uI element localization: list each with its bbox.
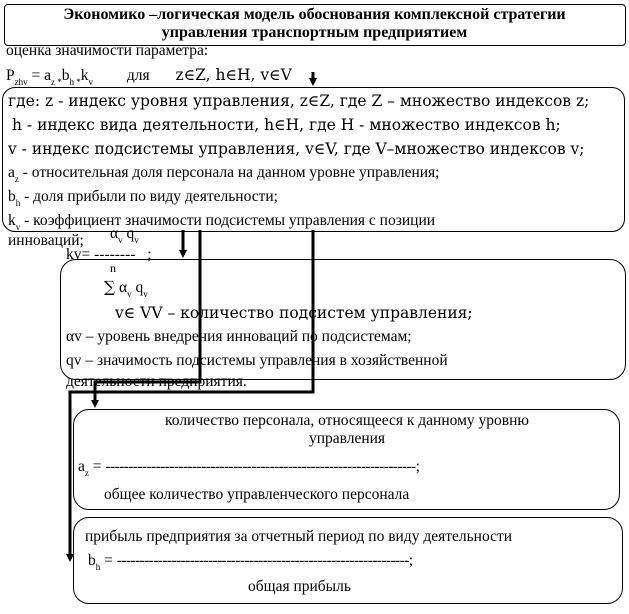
formula-for: для [126, 67, 150, 84]
k-den-q: q [135, 279, 144, 296]
az-numerator [73, 412, 621, 448]
az-semicolon: ; [415, 458, 420, 475]
k-fraction-line [66, 246, 152, 264]
k-sum-top: n [110, 261, 116, 275]
definition-k [8, 212, 589, 232]
intro-heading: оценка значимости параметра: [6, 42, 209, 59]
bh-sym-sub: h [95, 562, 101, 572]
k-den-q-sub: v [143, 289, 148, 299]
formula-condition: z∈Z, h∈H, v∈V [175, 66, 292, 84]
formula-a: a [44, 67, 52, 84]
formula-b-sub: h * [69, 77, 81, 87]
k-numerator [110, 225, 139, 244]
definition-b [8, 188, 589, 212]
formula-k: k [80, 67, 89, 84]
formula-a-sub: z * [51, 77, 62, 87]
definition-k-cont: инноваций; [8, 232, 84, 249]
definition-b-sub: h [15, 198, 21, 208]
formula-p: P [6, 67, 15, 84]
bh-eq: = [104, 552, 113, 569]
definition-v: v - индекс подсистемы управления, v∈V, где V–множество индексов v; [8, 140, 585, 158]
bh-numerator: прибыль предприятия за отчетный период по виду деятельности [85, 528, 513, 545]
title-line-1: Экономико –логическая модель обоснования комплексной стратегии [63, 6, 566, 23]
definition-b-text: - доля прибыли по виду деятельности; [20, 188, 278, 205]
k-denominator [104, 278, 148, 298]
k-num-alpha-sub: v [118, 235, 123, 245]
bh-semicolon: ; [408, 552, 414, 569]
bh-sym: b [88, 552, 96, 569]
sum-sign: ∑ [104, 278, 116, 296]
definition-k-sym: k [8, 212, 16, 229]
az-denominator: общее количество управленческого персонала [104, 486, 410, 503]
definition-k-text: - коэффициент значимости подсистемы управления с позиции [20, 212, 436, 229]
definition-k-sub: v [15, 222, 21, 232]
title-line-2: управления транспортным предприятием [161, 24, 468, 41]
k-n-definition: v∈ VV – количество подсистем управления; [115, 304, 473, 322]
bh-dashes: ---------------------------------------------------------------- [116, 552, 409, 569]
k-den-alpha: α [118, 279, 128, 296]
bh-fraction-line [88, 552, 413, 571]
definitions [8, 92, 589, 250]
k-dashes: -------- [94, 246, 136, 263]
definition-z: где: z - индекс уровня управления, z∈Z, где Z – множество индексов z; [8, 92, 590, 110]
definition-a-text: - относительная доля персонала на данном уровне управления; [18, 164, 440, 181]
az-sym: a [78, 458, 85, 475]
k-den-alpha-sub: v [127, 289, 132, 299]
definition-a-sym: a [8, 164, 15, 181]
definition-a-sub: z [14, 174, 19, 184]
k-q-definition-1: qv – значимость подсистемы управления в хозяйственной [66, 352, 448, 369]
bh-denominator: общая прибыль [248, 578, 351, 595]
az-eq: = [92, 458, 102, 475]
k-num-alpha: α [110, 225, 119, 242]
k-q-definition-2: деятельности предприятия. [66, 373, 247, 390]
formula-b: b [61, 67, 70, 84]
k-alpha-definition: αv – уровень внедрения инноваций по подсистемам; [66, 328, 412, 345]
az-fraction-line [78, 458, 420, 477]
az-sym-sub: z [84, 468, 89, 478]
az-dashes: -------------------------------------------------------------------- [105, 458, 416, 475]
az-numerator-line-2: управления [308, 430, 386, 447]
k-lhs: kv= [66, 246, 91, 263]
definition-b-sym: b [8, 188, 16, 205]
k-semicolon: ; [147, 246, 152, 263]
formula-p-sub: zhv [14, 77, 28, 87]
k-num-q: q [126, 225, 135, 242]
definition-a [8, 164, 589, 188]
diagram-title [0, 6, 629, 42]
k-num-q-sub: v [134, 235, 139, 245]
az-numerator-line-1: количество персонала, относящееся к данному уровню [165, 412, 529, 429]
definition-h: h - индекс вида деятельности, h∈H, где H - множество индексов h; [12, 116, 561, 134]
intro-formula: $P_{zhv} = a_{z *}b_{h *}k_v$ для z∈Z, h∈H, v∈V [6, 66, 292, 87]
formula-k-sub: v [88, 77, 94, 87]
